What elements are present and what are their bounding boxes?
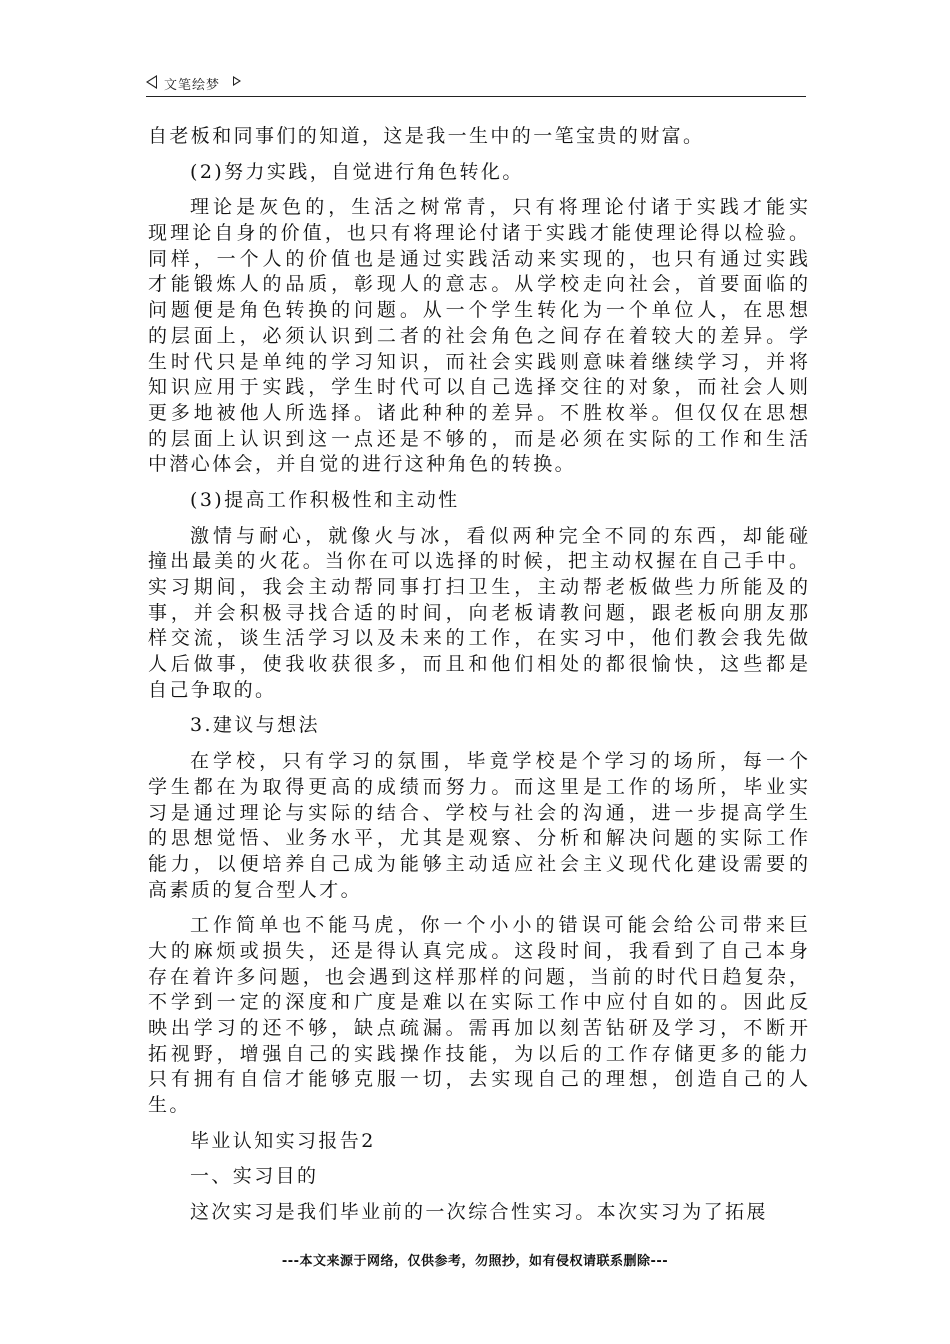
paragraph bbox=[148, 749, 808, 903]
text-line: 在学校，只有学习的氛围，毕竟学校是个学习的场所，每一个 bbox=[190, 750, 808, 773]
paragraph-gap bbox=[148, 478, 808, 488]
paragraph bbox=[148, 488, 808, 514]
text-line: 事，并会积极寻找合适的时间，向老板请教问题，跟老板向朋友那 bbox=[148, 601, 808, 624]
text-line: 3.建议与想法 bbox=[190, 714, 320, 737]
paragraph-gap bbox=[148, 739, 808, 749]
paragraph-gap bbox=[148, 150, 808, 160]
paragraph bbox=[148, 1129, 808, 1155]
text-line: 知识应用于实践，学生时代可以自己选择交往的对象，而社会人则 bbox=[148, 376, 808, 399]
text-line: 一、实习目的 bbox=[190, 1165, 319, 1188]
text-line: 的思想觉悟、业务水平，尤其是观察、分析和解决问题的实际工作 bbox=[148, 827, 808, 850]
text-line: 才能锻炼人的品质，彰现人的意志。从学校走向社会，首要面临的 bbox=[148, 273, 808, 296]
page-footer: ---本文来源于网络，仅供参考，勿照抄，如有侵权请联系删除--- bbox=[281, 1254, 669, 1269]
paragraph-gap bbox=[148, 514, 808, 524]
paragraph-gap bbox=[148, 703, 808, 713]
text-line: 高素质的复合型人才。 bbox=[148, 878, 363, 901]
text-line: (2)努力实践，自觉进行角色转化。 bbox=[190, 160, 524, 183]
text-line: (3)提高工作积极性和主动性 bbox=[190, 488, 460, 511]
paragraph-gap bbox=[148, 1154, 808, 1164]
text-line: 工作简单也不能马虎，你一个小小的错误可能会给公司带来巨 bbox=[190, 914, 808, 937]
page-header bbox=[146, 72, 806, 97]
text-line: 拓视野，增强自己的实践操作技能，为以后的工作存储更多的能力 bbox=[148, 1042, 808, 1065]
paragraph-gap bbox=[148, 1190, 808, 1200]
text-line: 这次实习是我们毕业前的一次综合性实习。本次实习为了拓展 bbox=[190, 1201, 768, 1224]
text-line: 激情与耐心，就像火与冰，看似两种完全不同的东西，却能碰 bbox=[190, 524, 808, 547]
text-line: 能力，以便培养自己成为能够主动适应社会主义现代化建设需要的 bbox=[148, 852, 808, 875]
triangle-left-icon bbox=[146, 75, 157, 89]
text-line: 自己争取的。 bbox=[148, 678, 277, 701]
paragraph bbox=[148, 913, 808, 1119]
text-line: 学生都在为取得更高的成绩而努力。而这里是工作的场所，毕业实 bbox=[148, 775, 808, 798]
text-line: 同样，一个人的价值也是通过实践活动来实现的，也只有通过实践 bbox=[148, 247, 808, 270]
text-line: 映出学习的还不够，缺点疏漏。需再加以刻苦钻研及学习，不断开 bbox=[148, 1017, 808, 1039]
document-body bbox=[148, 124, 808, 1226]
text-line: 问题便是角色转换的问题。从一个学生转化为一个单位人，在思想 bbox=[148, 299, 808, 322]
paragraph bbox=[148, 195, 808, 478]
text-line: 的层面上认识到这一点还是不够的，而是必须在实际的工作和生活 bbox=[148, 427, 808, 450]
text-line: 自老板和同事们的知道，这是我一生中的一笔宝贵的财富。 bbox=[148, 125, 705, 147]
text-line: 更多地被他人所选择。诸此种种的差异。不胜枚举。但仅仅在思想 bbox=[148, 401, 808, 424]
paragraph bbox=[148, 160, 808, 186]
header-brand: 文笔绘梦 bbox=[164, 78, 221, 93]
triangle-right-icon bbox=[233, 76, 241, 86]
text-line: 理论是灰色的，生活之树常青，只有将理论付诸于实践才能实 bbox=[190, 196, 808, 219]
text-line: 的层面上，必须认识到二者的社会角色之间存在着较大的差异。学 bbox=[148, 324, 808, 347]
text-line: 大的麻烦或损失，还是得认真完成。这段时间，我看到了自己本身 bbox=[148, 939, 808, 962]
text-line: 习是通过理论与实际的结合、学校与社会的沟通，进一步提高学生 bbox=[148, 801, 808, 824]
text-line: 样交流，谈生活学习以及未来的工作，在实习中，他们教会我先做 bbox=[148, 627, 808, 650]
paragraph bbox=[148, 713, 808, 739]
text-line: 中潜心体会，并自觉的进行这种角色的转换。 bbox=[148, 453, 577, 476]
paragraph bbox=[148, 1200, 808, 1226]
paragraph-gap bbox=[148, 1119, 808, 1129]
paragraph bbox=[148, 124, 808, 150]
text-line: 实习期间，我会主动帮同事打扫卫生，主动帮老板做些力所能及的 bbox=[148, 576, 808, 598]
text-line: 不学到一定的深度和广度是难以在实际工作中应付自如的。因此反 bbox=[148, 991, 808, 1014]
text-line: 只有拥有自信才能够克服一切，去实现自己的理想，创造自己的人 bbox=[148, 1068, 808, 1091]
text-line: 生。 bbox=[148, 1094, 191, 1117]
text-line: 人后做事，使我收获很多，而且和他们相处的都很愉快，这些都是 bbox=[148, 653, 808, 676]
paragraph bbox=[148, 1164, 808, 1190]
paragraph bbox=[148, 524, 808, 704]
text-line: 现理论自身的价值，也只有将理论付诸于实践才能使理论得以检验。 bbox=[148, 222, 808, 245]
text-line: 毕业认知实习报告2 bbox=[190, 1129, 376, 1152]
paragraph-gap bbox=[148, 185, 808, 195]
text-line: 存在着许多问题，也会遇到这样那样的问题，当前的时代日趋复杂， bbox=[148, 965, 808, 988]
text-line: 撞出最美的火花。当你在可以选择的时候，把主动权握在自己手中。 bbox=[148, 550, 808, 573]
text-line: 生时代只是单纯的学习知识，而社会实践则意味着继续学习，并将 bbox=[148, 350, 808, 373]
paragraph-gap bbox=[148, 903, 808, 913]
